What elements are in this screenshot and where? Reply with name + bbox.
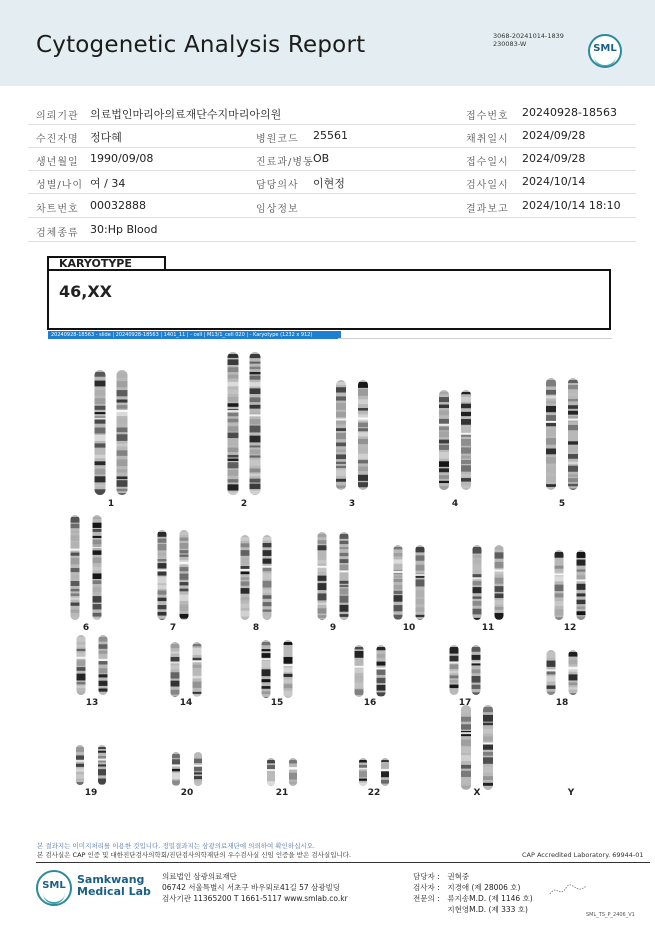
- chromosome-label-3: 3: [348, 499, 356, 509]
- chromosome-14-copy-1: [170, 642, 181, 702]
- staff-row-1: [413, 871, 533, 882]
- chromosome-15-copy-1: [261, 640, 272, 702]
- hospital-code-value: 25561: [313, 129, 348, 142]
- doctor-label: 담당의사: [256, 180, 299, 191]
- chromosome-label-9: 9: [329, 623, 337, 633]
- chromosome-22-copy-1: [358, 758, 368, 788]
- chromosome-16-copy-1: [354, 645, 365, 697]
- chromosome-label-20: 20: [180, 788, 194, 798]
- chromosome-12-copy-1: [554, 550, 565, 622]
- hospital-code-label: 병원코드: [256, 134, 299, 145]
- chromosome-19-copy-2: [97, 745, 107, 785]
- chromosome-18-copy-1: [546, 650, 557, 696]
- chromosome-11-copy-1: [472, 545, 483, 620]
- sex-age-value: 여 / 34: [90, 177, 126, 190]
- name-label: 수진자명: [36, 134, 79, 145]
- logo-name-line-2: Medical Lab: [77, 885, 151, 898]
- staff-1-label: 담당자 :: [413, 872, 440, 881]
- chromosome-21-copy-1: [266, 758, 276, 786]
- lab-address: [162, 871, 348, 904]
- address-line-3: 검사기관 11365200 T 1661-5117 www.smlab.co.kr: [162, 894, 348, 903]
- institution-label: 의뢰기관: [36, 111, 79, 122]
- chromosome-2-copy-1: [227, 352, 240, 498]
- document-id-line-1: 3068-20241014-1839: [493, 32, 564, 40]
- chromosome-16-copy-2: [376, 645, 387, 697]
- chromosome-10-copy-1: [393, 545, 404, 620]
- chromosome-label-16: 16: [363, 698, 377, 708]
- staff-row-4: [413, 904, 533, 915]
- chart-no-value: 00032888: [90, 199, 146, 212]
- footer-divider: [36, 862, 650, 863]
- chromosome-6-copy-2: [92, 515, 103, 622]
- chromosome-1-copy-1: [94, 370, 107, 495]
- samkwang-logo-name: [77, 874, 151, 898]
- birth-label: 생년월일: [36, 157, 79, 168]
- chromosome-12-copy-2: [576, 550, 587, 622]
- department-label: 진료과/병동: [256, 157, 314, 168]
- chromosome-label-2: 2: [240, 499, 248, 509]
- specimen-value: 30:Hp Blood: [90, 223, 158, 236]
- report-value: 2024/10/14 18:10: [522, 199, 621, 212]
- chromosome-label-19: 19: [84, 788, 98, 798]
- staff-4-value: 지현영M.D. (제 333 호): [447, 905, 528, 914]
- staff-3-label: 전문의 :: [413, 894, 440, 903]
- chromosome-20-copy-2: [193, 752, 203, 787]
- chromosome-label-8: 8: [252, 623, 260, 633]
- receipt-no-value: 20240928-18563: [522, 106, 617, 119]
- staff-1-value: 권혁중: [447, 872, 470, 881]
- chromosome-2-copy-2: [249, 352, 262, 495]
- staff-2-value: 지경애 (제 28006 호): [447, 883, 521, 892]
- name-value: 정다혜: [90, 131, 122, 144]
- collection-date-label: 채취일시: [466, 134, 509, 145]
- receipt-no-label: 접수번호: [466, 111, 509, 122]
- chromosome-7-copy-2: [179, 530, 190, 620]
- cap-accreditation: CAP Accredited Laboratory. 69944-01: [522, 851, 644, 859]
- chromosome-1-copy-2: [116, 370, 129, 495]
- form-code: SML_TS_P_2406_V1: [586, 912, 635, 918]
- signature-image: [548, 880, 588, 900]
- report-title: Cytogenetic Analysis Report: [36, 32, 366, 58]
- karyogram-caption: 20240928-18563 - slide | 20240928-18563 | 1401_11 | - cell | M13/1_cell 020 | - Karyotype (1232 x 912): [48, 331, 341, 339]
- chromosome-label-1: 1: [107, 499, 115, 509]
- chromosome-8-copy-1: [240, 535, 251, 620]
- chromosome-label-12: 12: [563, 623, 577, 633]
- samkwang-logo-arc: [43, 892, 65, 904]
- test-date-label: 검사일시: [466, 180, 509, 191]
- logo-name-line-1: Samkwang: [77, 873, 145, 886]
- chromosome-label-10: 10: [402, 623, 416, 633]
- chromosome-label-13: 13: [85, 698, 99, 708]
- chromosome-4-copy-2: [460, 390, 472, 490]
- test-date-value: 2024/10/14: [522, 175, 586, 188]
- chromosome-label-14: 14: [179, 698, 193, 708]
- chromosome-3-copy-1: [335, 380, 347, 490]
- chromosome-label-7: 7: [169, 623, 177, 633]
- chromosome-5-copy-2: [567, 378, 579, 494]
- chromosome-4-copy-1: [438, 390, 450, 492]
- chromosome-17-copy-2: [471, 645, 482, 696]
- document-id-line-2: 230083-W: [493, 40, 527, 48]
- chromosome-15-copy-2: [283, 640, 294, 698]
- chromosome-19-copy-1: [75, 745, 85, 789]
- sex-age-label: 성별/나이: [36, 180, 84, 191]
- chromosome-6-copy-1: [70, 515, 81, 620]
- footer-notice-1: 본 결과지는 이미지처리를 이용한 것입니다. 정밀결과지는 삼광의료재단에 의뢰하여 확인하십시오.: [37, 842, 316, 850]
- staff-list: [413, 871, 533, 915]
- staff-3-value: 류지송M.D. (제 1146 호): [447, 894, 533, 903]
- staff-2-label: 검사자 :: [413, 883, 440, 892]
- receipt-date-value: 2024/09/28: [522, 152, 586, 165]
- address-line-2: 06742 서울특별시 서초구 바우뫼로41길 57 삼광빌딩: [162, 883, 341, 892]
- chromosome-label-5: 5: [558, 499, 566, 509]
- chromosome-label-Y: Y: [567, 788, 575, 798]
- samkwang-logo-icon: [36, 870, 72, 906]
- chromosome-13-copy-2: [98, 635, 109, 699]
- chromosome-22-copy-2: [380, 758, 390, 786]
- karyotype-heading: KARYOTYPE: [47, 256, 166, 269]
- chromosome-5-copy-1: [545, 378, 557, 490]
- chromosome-9-copy-1: [317, 532, 328, 626]
- doctor-value: 이현정: [313, 177, 345, 190]
- chromosome-13-copy-1: [76, 635, 87, 696]
- chromosome-3-copy-2: [357, 380, 369, 490]
- chromosome-21-copy-2: [288, 758, 298, 786]
- chromosome-label-17: 17: [458, 698, 472, 708]
- chromosome-label-X: X: [473, 788, 481, 798]
- chromosome-label-4: 4: [451, 499, 459, 509]
- institution-value: 의료법인마리아의료재단수지마리아의원: [90, 108, 282, 121]
- chromosome-8-copy-2: [262, 535, 273, 620]
- chromosome-14-copy-2: [192, 642, 203, 703]
- specimen-label: 검체종류: [36, 228, 79, 239]
- chromosome-label-21: 21: [275, 788, 289, 798]
- chart-no-label: 차트번호: [36, 204, 79, 215]
- footer-notice-2: 본 검사실은 CAP 인증 및 대한진단검사의학회/진단검사의학재단의 우수검사실 신임 인증을 받은 검사실입니다.: [37, 851, 352, 859]
- clinical-info-label: 임상정보: [256, 204, 299, 215]
- chromosome-X-copy-1: [460, 705, 472, 790]
- department-value: OB: [313, 152, 330, 165]
- chromosome-label-15: 15: [270, 698, 284, 708]
- samkwang-logo-text: SML: [42, 880, 66, 891]
- staff-row-3: [413, 893, 533, 904]
- chromosome-20-copy-1: [171, 752, 181, 786]
- chromosome-17-copy-1: [449, 645, 460, 695]
- receipt-date-label: 접수일시: [466, 157, 509, 168]
- chromosome-label-18: 18: [555, 698, 569, 708]
- chromosome-9-copy-2: [339, 532, 350, 622]
- staff-row-2: [413, 882, 533, 893]
- chromosome-label-22: 22: [367, 788, 381, 798]
- chromosome-18-copy-2: [568, 650, 579, 696]
- address-line-1: 의료법인 삼광의료재단: [162, 872, 237, 881]
- collection-date-value: 2024/09/28: [522, 129, 586, 142]
- birth-value: 1990/09/08: [90, 152, 154, 165]
- chromosome-label-11: 11: [481, 623, 495, 633]
- report-label: 결과보고: [466, 204, 509, 215]
- chromosome-X-copy-2: [482, 705, 494, 795]
- chromosome-label-6: 6: [82, 623, 90, 633]
- chromosome-7-copy-1: [157, 530, 168, 623]
- karyotype-value: 46,XX: [59, 282, 113, 301]
- chromosome-10-copy-2: [415, 545, 426, 624]
- chromosome-11-copy-2: [494, 545, 505, 620]
- sml-badge-text: SML: [593, 43, 617, 54]
